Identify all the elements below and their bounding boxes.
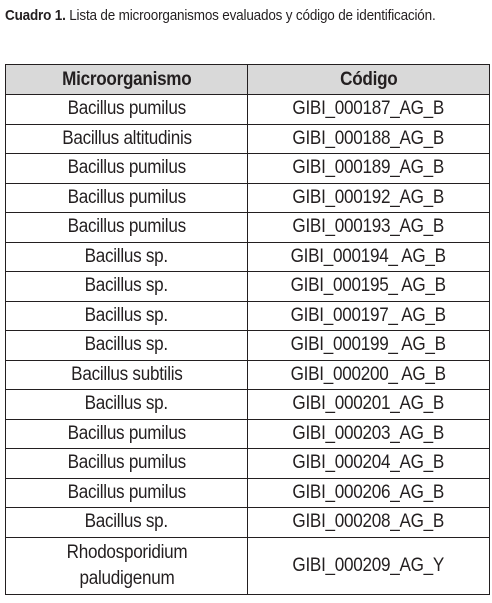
code-cell: GIBI_000195_ AG_B xyxy=(248,272,490,302)
organism-cell: Bacillus altitudinis xyxy=(6,124,248,154)
code-cell: GIBI_000197_ AG_B xyxy=(248,301,490,331)
code-cell: GIBI_000204_AG_B xyxy=(248,449,490,479)
code-cell: GIBI_000194_ AG_B xyxy=(248,242,490,272)
table-row xyxy=(6,124,490,154)
table-row xyxy=(6,419,490,449)
table-header-row xyxy=(6,65,490,95)
table-row xyxy=(6,242,490,272)
table-caption xyxy=(5,3,437,29)
organism-cell: Bacillus pumilus xyxy=(6,154,248,184)
code-cell: GIBI_000203_AG_B xyxy=(248,419,490,449)
organism-cell: Bacillus sp. xyxy=(6,242,248,272)
table-row xyxy=(6,301,490,331)
column-header-microorganism: Microorganismo xyxy=(6,65,248,95)
organism-cell: Bacillus pumilus xyxy=(6,419,248,449)
table-row xyxy=(6,213,490,243)
table-row xyxy=(6,360,490,390)
code-cell: GIBI_000201_AG_B xyxy=(248,390,490,420)
table-row xyxy=(6,154,490,184)
column-header-code: Código xyxy=(248,65,490,95)
code-cell: GIBI_000199_ AG_B xyxy=(248,331,490,361)
code-cell: GIBI_000188_AG_B xyxy=(248,124,490,154)
organism-cell: Bacillus pumilus xyxy=(6,183,248,213)
organism-cell: Bacillus pumilus xyxy=(6,478,248,508)
table-row xyxy=(6,478,490,508)
table-row xyxy=(6,272,490,302)
code-cell: GIBI_000189_AG_B xyxy=(248,154,490,184)
organism-cell: Rhodosporidium paludigenum xyxy=(6,537,248,594)
organism-cell: Bacillus sp. xyxy=(6,301,248,331)
code-cell: GIBI_000200_ AG_B xyxy=(248,360,490,390)
table-row xyxy=(6,537,490,594)
table-row xyxy=(6,508,490,538)
code-cell: GIBI_000187_AG_B xyxy=(248,95,490,125)
organism-cell: Bacillus sp. xyxy=(6,331,248,361)
table-row xyxy=(6,183,490,213)
table-row xyxy=(6,449,490,479)
code-cell: GIBI_000193_AG_B xyxy=(248,213,490,243)
organism-cell: Bacillus sp. xyxy=(6,508,248,538)
organism-cell: Bacillus sp. xyxy=(6,390,248,420)
organism-cell: Bacillus pumilus xyxy=(6,95,248,125)
organism-cell: Bacillus pumilus xyxy=(6,213,248,243)
organism-cell: Bacillus pumilus xyxy=(6,449,248,479)
table-row xyxy=(6,95,490,125)
organism-cell: Bacillus sp. xyxy=(6,272,248,302)
organism-cell: Bacillus subtilis xyxy=(6,360,248,390)
microorganism-table xyxy=(5,64,490,595)
code-cell: GIBI_000192_AG_B xyxy=(248,183,490,213)
caption-text: Lista de microorganismos evaluados y código de identificación. xyxy=(65,7,436,24)
code-cell: GIBI_000209_AG_Y xyxy=(248,537,490,594)
table-row xyxy=(6,390,490,420)
code-cell: GIBI_000208_AG_B xyxy=(248,508,490,538)
code-cell: GIBI_000206_AG_B xyxy=(248,478,490,508)
table-row xyxy=(6,331,490,361)
caption-label: Cuadro 1. xyxy=(5,7,66,24)
